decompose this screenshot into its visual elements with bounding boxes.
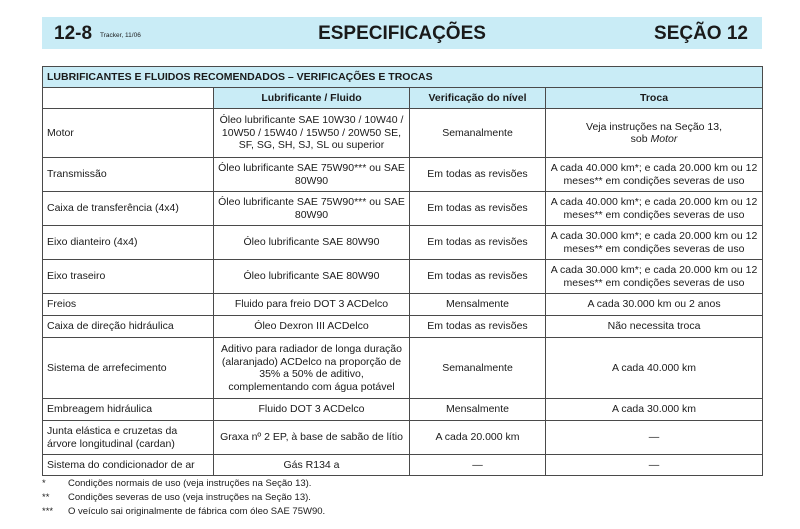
row-change-emphasis: Motor xyxy=(650,133,678,145)
row-change: A cada 30.000 km*; e cada 20.000 km ou 12 meses** em condições severas de uso xyxy=(546,226,763,260)
fluids-table xyxy=(42,66,763,476)
row-item: Eixo traseiro xyxy=(43,260,214,294)
row-check: Mensalmente xyxy=(410,294,546,316)
row-fluid: Graxa nº 2 EP, à base de sabão de lítio xyxy=(214,421,410,455)
row-fluid: Óleo lubrificante SAE 80W90 xyxy=(214,226,410,260)
table-row xyxy=(43,316,763,338)
table-title: LUBRIFICANTES E FLUIDOS RECOMENDADOS – VERIFICAÇÕES E TROCAS xyxy=(43,67,763,88)
row-fluid: Óleo Dexron III ACDelco xyxy=(214,316,410,338)
table-title-row xyxy=(43,67,763,88)
page-title: ESPECIFICAÇÕES xyxy=(318,23,486,44)
footnotes xyxy=(42,477,325,519)
row-check: — xyxy=(410,455,546,476)
table-row xyxy=(43,455,763,476)
row-fluid: Fluido DOT 3 ACDelco xyxy=(214,399,410,421)
footnote xyxy=(42,491,325,505)
row-check: Em todas as revisões xyxy=(410,316,546,338)
table-row xyxy=(43,338,763,399)
page-header xyxy=(42,17,762,49)
row-item: Sistema do condicionador de ar xyxy=(43,455,214,476)
table-row xyxy=(43,294,763,316)
row-check: Em todas as revisões xyxy=(410,158,546,192)
row-check: Semanalmente xyxy=(410,338,546,399)
row-fluid: Aditivo para radiador de longa duração (alaranjado) ACDelco na proporção de 35% a 50% de aditivo, complementando com água potável xyxy=(214,338,410,399)
footnote-text: O veículo sai originalmente de fábrica com óleo SAE 75W90. xyxy=(68,506,326,517)
column-header-check: Verificação do nível xyxy=(410,88,546,109)
row-item: Motor xyxy=(43,109,214,158)
row-change: A cada 40.000 km*; e cada 20.000 km ou 12 meses** em condições severas de uso xyxy=(546,158,763,192)
column-header-item xyxy=(43,88,214,109)
row-change: A cada 30.000 km ou 2 anos xyxy=(546,294,763,316)
row-check: Mensalmente xyxy=(410,399,546,421)
row-change xyxy=(546,109,763,158)
row-check: Em todas as revisões xyxy=(410,192,546,226)
table-row xyxy=(43,421,763,455)
footnote xyxy=(42,477,325,491)
row-change-prefix: sob xyxy=(630,133,651,145)
row-change: A cada 30.000 km*; e cada 20.000 km ou 12 meses** em condições severas de uso xyxy=(546,260,763,294)
row-change: A cada 40.000 km*; e cada 20.000 km ou 12 meses** em condições severas de uso xyxy=(546,192,763,226)
row-check: Semanalmente xyxy=(410,109,546,158)
row-check: A cada 20.000 km xyxy=(410,421,546,455)
row-item: Transmissão xyxy=(43,158,214,192)
page-number: 12-8 xyxy=(54,23,93,44)
row-item: Freios xyxy=(43,294,214,316)
table-row xyxy=(43,158,763,192)
table-row xyxy=(43,226,763,260)
row-check: Em todas as revisões xyxy=(410,260,546,294)
table-row xyxy=(43,192,763,226)
table-header-row xyxy=(43,88,763,109)
row-change: A cada 40.000 km xyxy=(546,338,763,399)
row-item: Caixa de direção hidráulica xyxy=(43,316,214,338)
row-fluid: Óleo lubrificante SAE 75W90*** ou SAE 80W90 xyxy=(214,158,410,192)
footnote-text: Condições normais de uso (veja instruções na Seção 13). xyxy=(68,478,312,489)
footnote-text: Condições severas de uso (veja instruções na Seção 13). xyxy=(68,492,311,503)
row-fluid: Óleo lubrificante SAE 80W90 xyxy=(214,260,410,294)
row-item: Caixa de transferência (4x4) xyxy=(43,192,214,226)
table-row xyxy=(43,260,763,294)
row-change-line1: Veja instruções na Seção 13, xyxy=(586,120,723,133)
table-row xyxy=(43,109,763,158)
footnote-mark: *** xyxy=(42,506,54,517)
row-fluid: Óleo lubrificante SAE 75W90*** ou SAE 80W90 xyxy=(214,192,410,226)
row-change: — xyxy=(546,455,763,476)
footnote-mark: * xyxy=(42,478,46,489)
row-item: Sistema de arrefecimento xyxy=(43,338,214,399)
row-change: A cada 30.000 km xyxy=(546,399,763,421)
row-change: — xyxy=(546,421,763,455)
column-header-fluid: Lubrificante / Fluido xyxy=(214,88,410,109)
section-label: SEÇÃO 12 xyxy=(654,23,748,44)
row-check: Em todas as revisões xyxy=(410,226,546,260)
row-item: Embreagem hidráulica xyxy=(43,399,214,421)
row-fluid: Fluido para freio DOT 3 ACDelco xyxy=(214,294,410,316)
footnote-mark: ** xyxy=(42,492,50,503)
footnote xyxy=(42,505,325,519)
row-change: Não necessita troca xyxy=(546,316,763,338)
row-item: Eixo dianteiro (4x4) xyxy=(43,226,214,260)
edition-label: Tracker, 11/06 xyxy=(100,32,141,39)
row-fluid: Óleo lubrificante SAE 10W30 / 10W40 / 10W50 / 15W40 / 15W50 / 20W50 SE, SF, SG, SH, SJ, SL ou superior xyxy=(214,109,410,158)
row-fluid: Gás R134 a xyxy=(214,455,410,476)
table-row xyxy=(43,399,763,421)
row-item: Junta elástica e cruzetas da árvore longitudinal (cardan) xyxy=(43,421,214,455)
column-header-change: Troca xyxy=(546,88,763,109)
